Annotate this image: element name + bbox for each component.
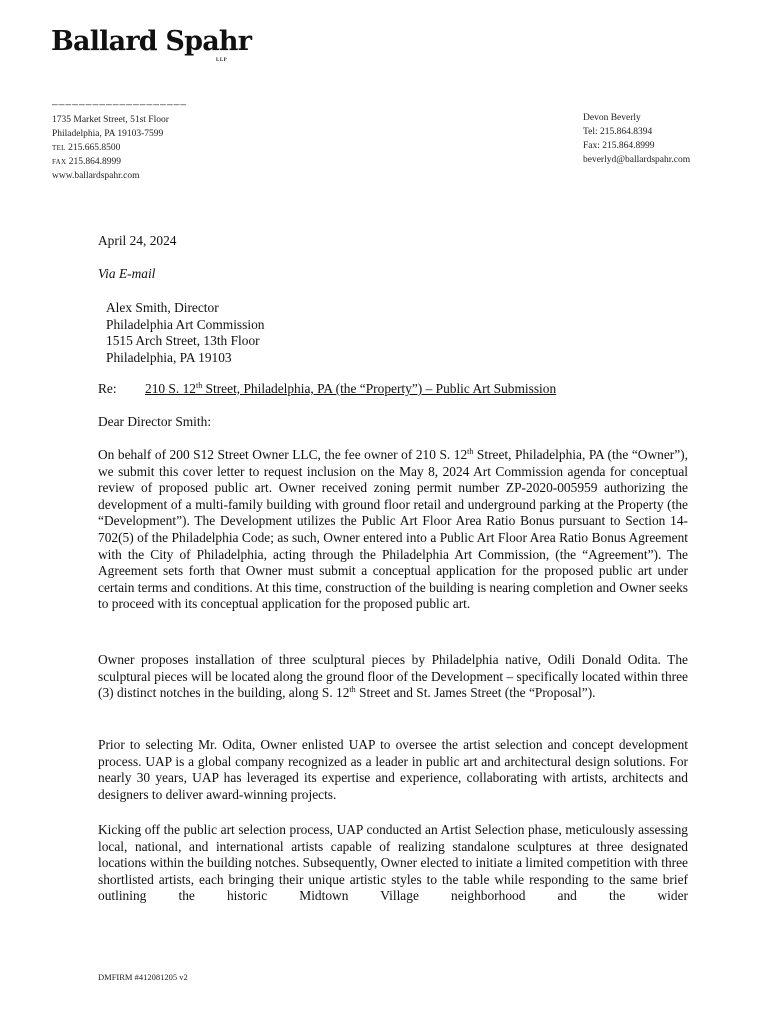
body-paragraph-1 — [98, 447, 688, 613]
p2-text-part1: Owner proposes installation of three sculptural pieces by Philadelphia native, Odili Donald Odita. The sculptural pieces will be located along the ground floor of the Development – specifically located within three (3) distinct notches in the building, along S. 12 — [98, 652, 688, 701]
firm-address-line2: Philadelphia, PA 19103-7599 — [52, 129, 164, 139]
firm-tel-label: tel — [52, 143, 66, 153]
p2-superscript: th — [349, 685, 356, 695]
p1-text-part1: On behalf of 200 S12 Street Owner LLC, the fee owner of 210 S. 12 — [98, 447, 468, 462]
sender-contact-block — [583, 111, 690, 167]
p1-text-part2: Street, Philadelphia, PA (the “Owner”), we submit this cover letter to request inclusion on the May 8, 2024 Art Commission agenda for conceptual review of proposed public art. Owner received zoning permit number ZP-2020-005959 authorizing the development of a multi-family building with ground floor retail and underground parking at the Property (the “Development”). The Development utilizes the Public Art Floor Area Ratio Bonus pursuant to Section 14-702(5) of the Philadelphia Code; as such, Owner entered into a Public Art Floor Area Ratio Bonus Agreement with the City of Philadelphia, acting through the Philadelphia Art Commission, (the “Agreement”). The Agreement sets forth that Owner must submit a conceptual application for the proposed public art under certain terms and conditions. At this time, construction of the building is nearing completion and Owner seeks to proceed with its conceptual application for the proposed public art. — [98, 447, 688, 612]
firm-logo: Ballard Spahr — [51, 26, 252, 57]
letter-date: April 24, 2024 — [98, 233, 177, 248]
body-paragraph-3: Prior to selecting Mr. Odita, Owner enlisted UAP to oversee the artist selection and concept development process. UAP is a global company recognized as a leader in public art and architectural design solutions. For nearly 30 years, UAP has leveraged its expertise and experience, collaborating with artists, architects and designers to deliver award-winning projects. — [98, 737, 688, 802]
firm-tel — [52, 141, 169, 155]
firm-address-line1: 1735 Market Street, 51st Floor — [52, 115, 169, 125]
firm-fax-label: fax — [52, 157, 67, 167]
subject-line — [98, 381, 688, 398]
letterhead-dash-rule: ____________________ — [52, 95, 188, 106]
firm-website: www.ballardspahr.com — [52, 171, 140, 181]
firm-logo-suffix: LLP — [216, 58, 228, 63]
firm-tel-value: 215.665.8500 — [68, 143, 121, 153]
document-id-footer: DMFIRM #412081205 v2 — [98, 972, 188, 982]
recipient-line1: Alex Smith, Director — [106, 300, 219, 315]
firm-fax — [52, 155, 169, 169]
body-paragraph-4: Kicking off the public art selection process, UAP conducted an Artist Selection phase, meticulously assessing local, national, and international artists capable of realizing standalone sculptures at three designated locations within the building notches. Subsequently, Owner elected to initiate a limited competition with three shortlisted artists, each bringing their unique artistic styles to the table while responding to the same brief outlining the historic Midtown Village neighborhood and the wider — [98, 822, 688, 904]
recipient-line3: 1515 Arch Street, 13th Floor — [106, 333, 260, 349]
sender-tel: Tel: 215.864.8394 — [583, 127, 653, 137]
sender-fax: Fax: 215.864.8999 — [583, 141, 655, 151]
delivery-method: Via E-mail — [98, 266, 156, 281]
subject-text-part1: 210 S. 12 — [145, 381, 196, 396]
firm-fax-value: 215.864.8999 — [68, 157, 122, 167]
subject-label: Re: — [98, 381, 117, 396]
subject-text — [145, 381, 556, 396]
recipient-line4: Philadelphia, PA 19103 — [106, 349, 232, 365]
body-paragraph-2 — [98, 652, 688, 702]
subject-text-part2: Street, Philadelphia, PA (the “Property”) – Public Art Submission — [202, 381, 557, 396]
subject-superscript: th — [195, 381, 203, 390]
firm-address-block — [52, 113, 169, 183]
recipient-address — [106, 300, 696, 366]
p2-text-part2: Street and St. James Street (the “Proposal”). — [355, 685, 596, 701]
p1-superscript: th — [467, 447, 474, 456]
sender-email: beverlyd@ballardspahr.com — [583, 155, 691, 165]
salutation: Dear Director Smith: — [98, 414, 212, 429]
sender-name: Devon Beverly — [583, 113, 641, 123]
recipient-line2: Philadelphia Art Commission — [106, 316, 265, 332]
